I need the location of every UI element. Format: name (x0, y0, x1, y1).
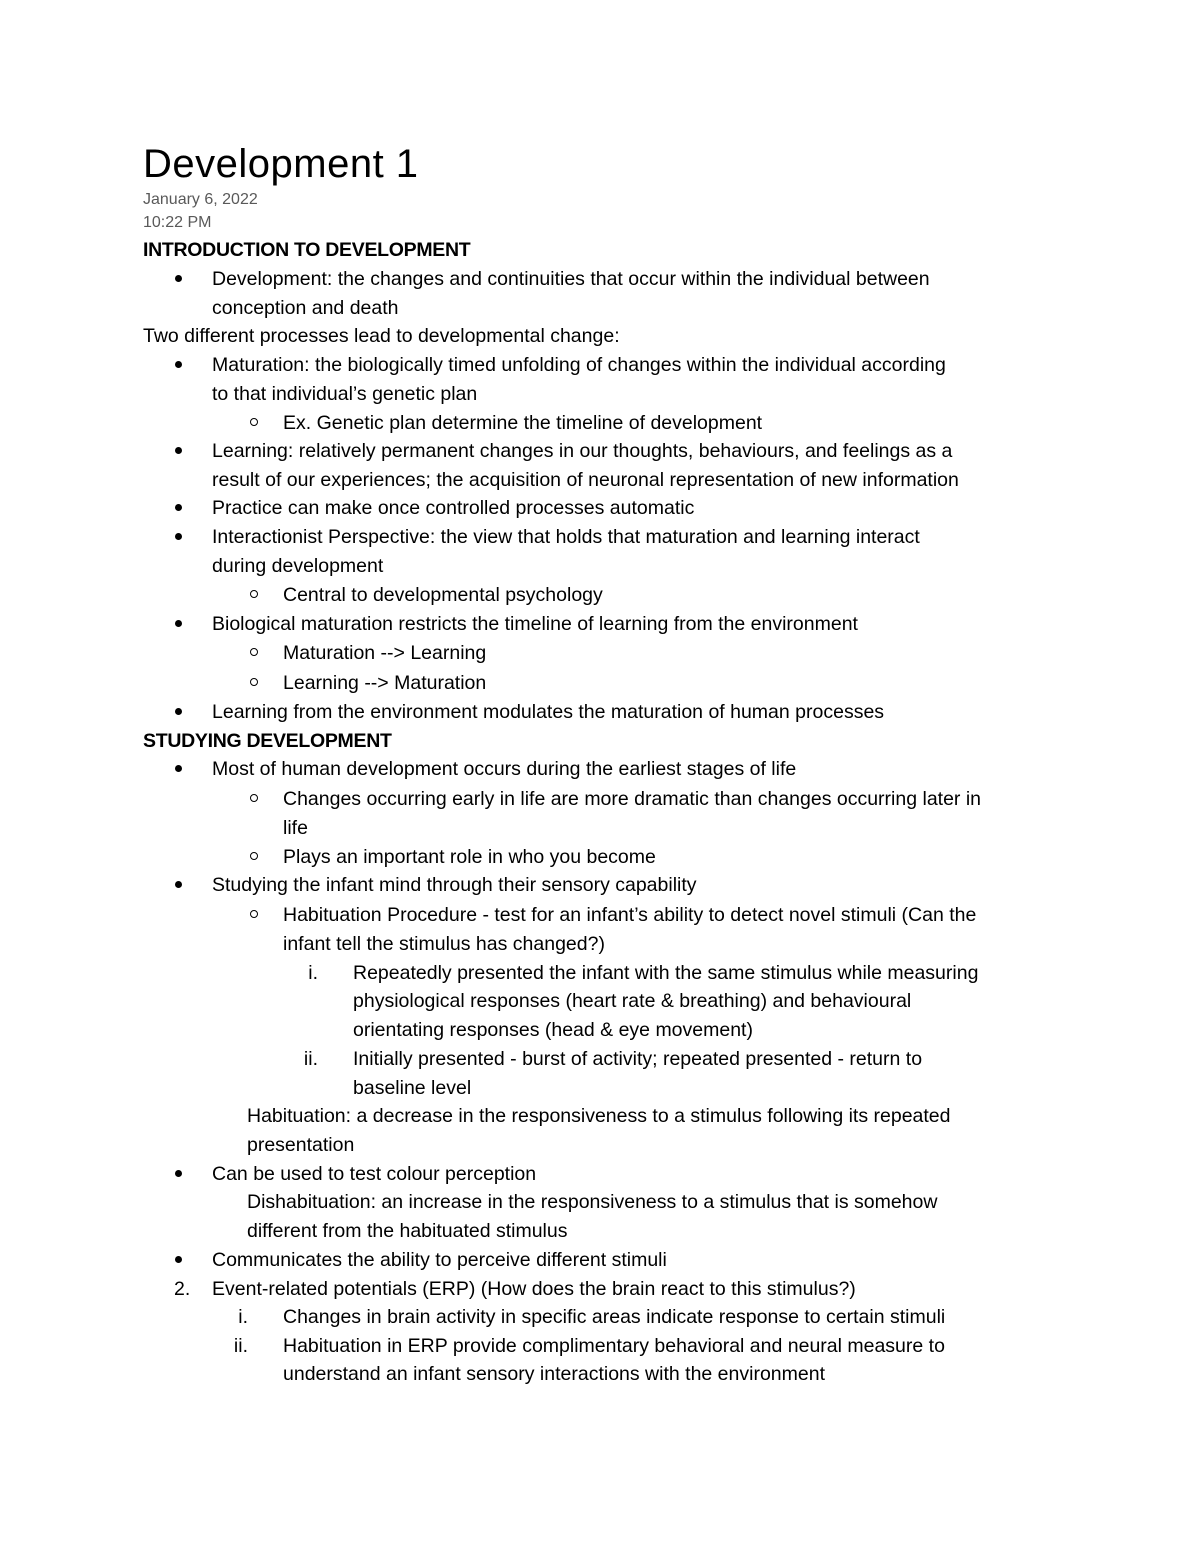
bullet-circle (250, 418, 258, 426)
bullet-circle (250, 678, 258, 686)
bullet-dot (175, 447, 182, 454)
sub-item-maturation-to-learning: Maturation --> Learning (283, 642, 487, 664)
list-item-studying-infant: Studying the infant mind through their sensory capability (212, 874, 697, 896)
sub-item-continuation: infant tell the stimulus has changed?) (283, 933, 605, 955)
list-item-learning-environment: Learning from the environment modulates the maturation of human processes (212, 701, 885, 723)
list-item-continuation: to that individual’s genetic plan (212, 383, 478, 405)
bullet-dot (175, 361, 182, 368)
list-item-interactionist: Interactionist Perspective: the view that holds that maturation and learning interact (212, 526, 920, 548)
list-item-biological: Biological maturation restricts the timeline of learning from the environment (212, 613, 858, 635)
numbered-item-erp-changes: Changes in brain activity in specific areas indicate response to certain stimuli (283, 1306, 946, 1328)
roman-numeral-i: i. (308, 962, 318, 984)
numbered-item-continuation: baseline level (353, 1077, 472, 1099)
number-marker-2: 2. (174, 1278, 191, 1300)
sub-item-continuation: life (283, 817, 308, 839)
paragraph-habituation-definition: Habituation: a decrease in the responsiveness to a stimulus following its repeated (247, 1105, 951, 1127)
bullet-circle (250, 910, 258, 918)
list-item-most-human: Most of human development occurs during the earliest stages of life (212, 758, 797, 780)
list-item-continuation: result of our experiences; the acquisition of neuronal representation of new information (212, 469, 959, 491)
list-item-maturation: Maturation: the biologically timed unfolding of changes within the individual according (212, 354, 946, 376)
sub-item-central: Central to developmental psychology (283, 584, 603, 606)
bullet-dot (175, 1256, 182, 1263)
paragraph-continuation: different from the habituated stimulus (247, 1220, 568, 1242)
sub-item-maturation-example: Ex. Genetic plan determine the timeline of development (283, 412, 763, 434)
bullet-dot (175, 504, 182, 511)
list-item-continuation: during development (212, 555, 384, 577)
bullet-circle (250, 794, 258, 802)
sub-item-plays-role: Plays an important role in who you become (283, 846, 656, 868)
bullet-dot (175, 881, 182, 888)
list-item-continuation: conception and death (212, 297, 399, 319)
numbered-item-continuation: physiological responses (heart rate & breathing) and behavioural (353, 990, 912, 1012)
roman-numeral-i: i. (238, 1306, 248, 1328)
numbered-item-continuation: understand an infant sensory interactions with the environment (283, 1363, 825, 1385)
list-item-erp: Event-related potentials (ERP) (How does the brain react to this stimulus?) (212, 1278, 856, 1300)
bullet-circle (250, 648, 258, 656)
section-heading-studying: STUDYING DEVELOPMENT (143, 730, 392, 752)
page-title: Development 1 (143, 142, 419, 186)
bullet-dot (175, 275, 182, 282)
numbered-item-erp-habituation: Habituation in ERP provide complimentary behavioral and neural measure to (283, 1335, 945, 1357)
numbered-item-repeatedly: Repeatedly presented the infant with the same stimulus while measuring (353, 962, 979, 984)
bullet-dot (175, 708, 182, 715)
list-item-development-definition: Development: the changes and continuities that occur within the individual between (212, 268, 930, 290)
note-date: January 6, 2022 (143, 191, 258, 208)
list-item-communicates: Communicates the ability to perceive different stimuli (212, 1249, 667, 1271)
numbered-item-continuation: orientating responses (head & eye movement) (353, 1019, 753, 1041)
roman-numeral-ii: ii. (233, 1335, 248, 1357)
list-item-colour-perception: Can be used to test colour perception (212, 1163, 537, 1185)
numbered-item-initially: Initially presented - burst of activity; repeated presented - return to (353, 1048, 923, 1070)
paragraph-continuation: presentation (247, 1134, 355, 1156)
bullet-circle (250, 852, 258, 860)
section-heading-introduction: INTRODUCTION TO DEVELOPMENT (143, 239, 471, 261)
paragraph-two-processes: Two different processes lead to developmental change: (143, 325, 620, 347)
bullet-dot (175, 620, 182, 627)
sub-item-changes-early: Changes occurring early in life are more dramatic than changes occurring later in (283, 788, 982, 810)
bullet-circle (250, 590, 258, 598)
bullet-dot (175, 533, 182, 540)
list-item-practice: Practice can make once controlled processes automatic (212, 497, 695, 519)
sub-item-learning-to-maturation: Learning --> Maturation (283, 672, 487, 694)
note-time: 10:22 PM (143, 214, 212, 231)
roman-numeral-ii: ii. (303, 1048, 318, 1070)
bullet-dot (175, 1170, 182, 1177)
list-item-learning: Learning: relatively permanent changes in our thoughts, behaviours, and feelings as a (212, 440, 953, 462)
sub-item-habituation-procedure: Habituation Procedure - test for an infant’s ability to detect novel stimuli (Can the (283, 904, 977, 926)
paragraph-dishabituation: Dishabituation: an increase in the responsiveness to a stimulus that is somehow (247, 1191, 938, 1213)
bullet-dot (175, 765, 182, 772)
